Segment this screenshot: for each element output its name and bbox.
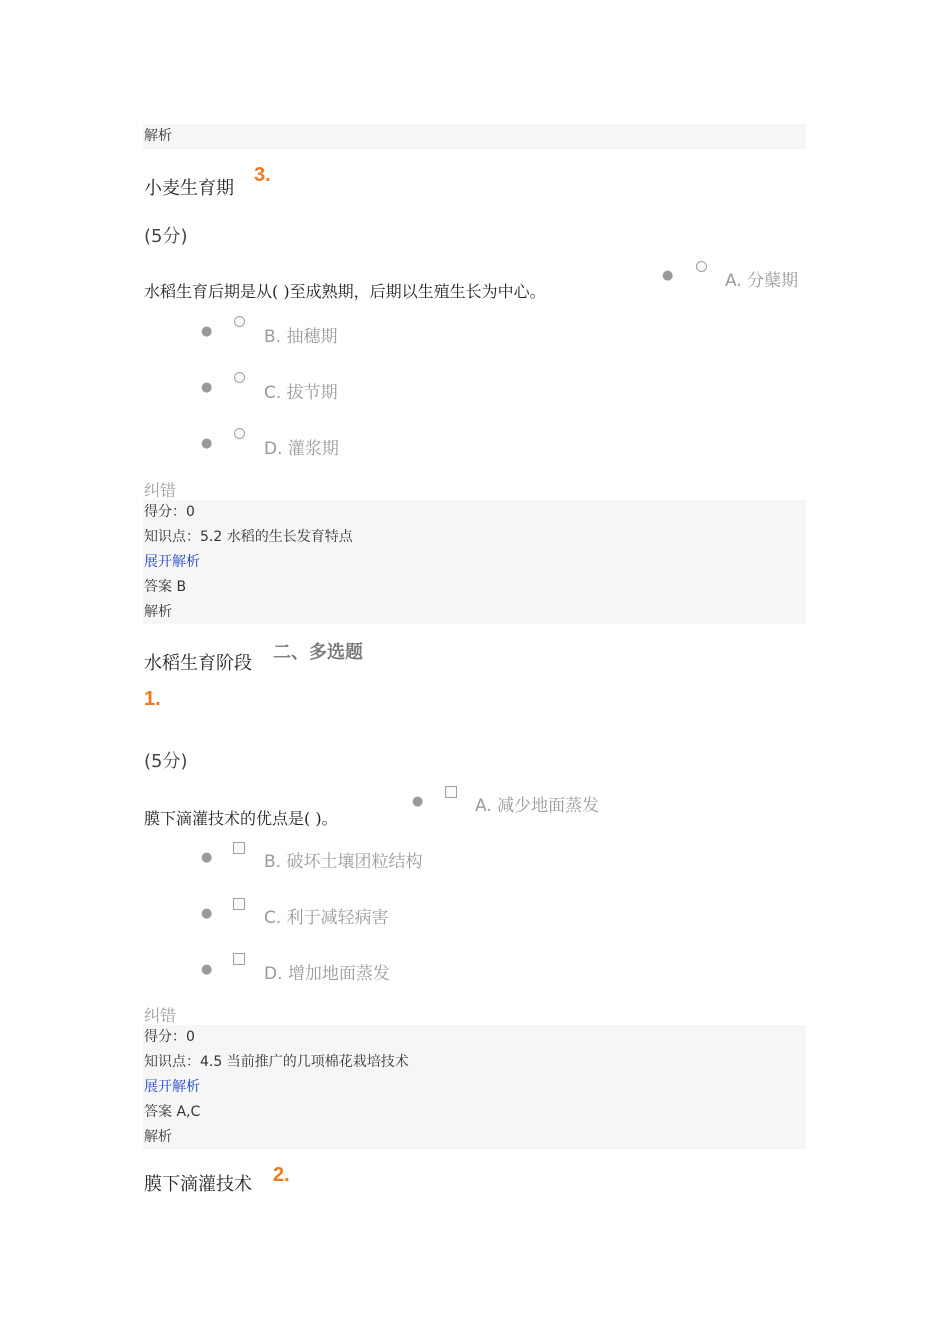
report-error-link[interactable]: 纠错 <box>144 481 177 500</box>
expand-analysis-link[interactable]: 展开解析 <box>144 554 200 570</box>
analysis-label: 解析 <box>144 604 172 620</box>
question-number: 1. <box>144 688 161 710</box>
expand-analysis-link[interactable]: 展开解析 <box>144 1079 200 1095</box>
answer-line: 答案 A,C <box>144 1104 201 1120</box>
option-a-radio[interactable] <box>696 261 707 272</box>
question-stem: 膜下滴灌技术的优点是( )。 <box>144 809 338 828</box>
answer-line: 答案 B <box>144 579 187 595</box>
option-a-checkbox[interactable] <box>445 786 457 798</box>
option-b-label[interactable]: B. 破坏土壤团粒结构 <box>264 852 423 872</box>
option-b-label[interactable]: B. 抽穗期 <box>264 327 338 347</box>
option-c-checkbox[interactable] <box>233 898 245 910</box>
result-panel <box>143 500 806 624</box>
option-bullet: ● <box>412 794 424 809</box>
option-a-label[interactable]: A. 减少地面蒸发 <box>475 796 600 816</box>
option-bullet: ● <box>662 268 674 283</box>
option-d-radio[interactable] <box>234 428 245 439</box>
option-bullet: ● <box>201 906 213 921</box>
score-line: 得分：0 <box>144 1029 195 1045</box>
option-bullet: ● <box>201 962 213 977</box>
option-bullet: ● <box>201 436 213 451</box>
option-bullet: ● <box>201 324 213 339</box>
option-d-label[interactable]: D. 增加地面蒸发 <box>264 964 390 984</box>
question-number: 3. <box>254 164 271 186</box>
question-topic: 水稻生育阶段 <box>144 653 252 674</box>
question-topic: 小麦生育期 <box>144 178 234 199</box>
analysis-label: 解析 <box>144 128 172 144</box>
question-stem: 水稻生育后期是从( )至成熟期，后期以生殖生长为中心。 <box>144 282 546 301</box>
report-error-link[interactable]: 纠错 <box>144 1006 177 1025</box>
question-topic: 膜下滴灌技术 <box>144 1174 252 1195</box>
section-title: 二、多选题 <box>273 642 363 663</box>
option-d-label[interactable]: D. 灌浆期 <box>264 439 339 459</box>
option-b-checkbox[interactable] <box>233 842 245 854</box>
knowledge-point-line: 知识点：5.2 水稻的生长发育特点 <box>144 529 353 545</box>
option-c-label[interactable]: C. 利于减轻病害 <box>264 908 389 928</box>
option-c-label[interactable]: C. 拔节期 <box>264 383 338 403</box>
option-a-label[interactable]: A. 分蘖期 <box>725 271 799 291</box>
question-score: (5分) <box>144 751 188 772</box>
result-panel <box>143 1025 806 1149</box>
question-score: (5分) <box>144 226 188 247</box>
analysis-label: 解析 <box>144 1129 172 1145</box>
score-line: 得分：0 <box>144 504 195 520</box>
option-c-radio[interactable] <box>234 372 245 383</box>
top-result-panel <box>143 124 806 149</box>
option-bullet: ● <box>201 380 213 395</box>
question-number: 2. <box>273 1164 290 1186</box>
knowledge-point-line: 知识点：4.5 当前推广的几项棉花栽培技术 <box>144 1054 409 1070</box>
option-bullet: ● <box>201 850 213 865</box>
option-b-radio[interactable] <box>234 316 245 327</box>
option-d-checkbox[interactable] <box>233 953 245 965</box>
